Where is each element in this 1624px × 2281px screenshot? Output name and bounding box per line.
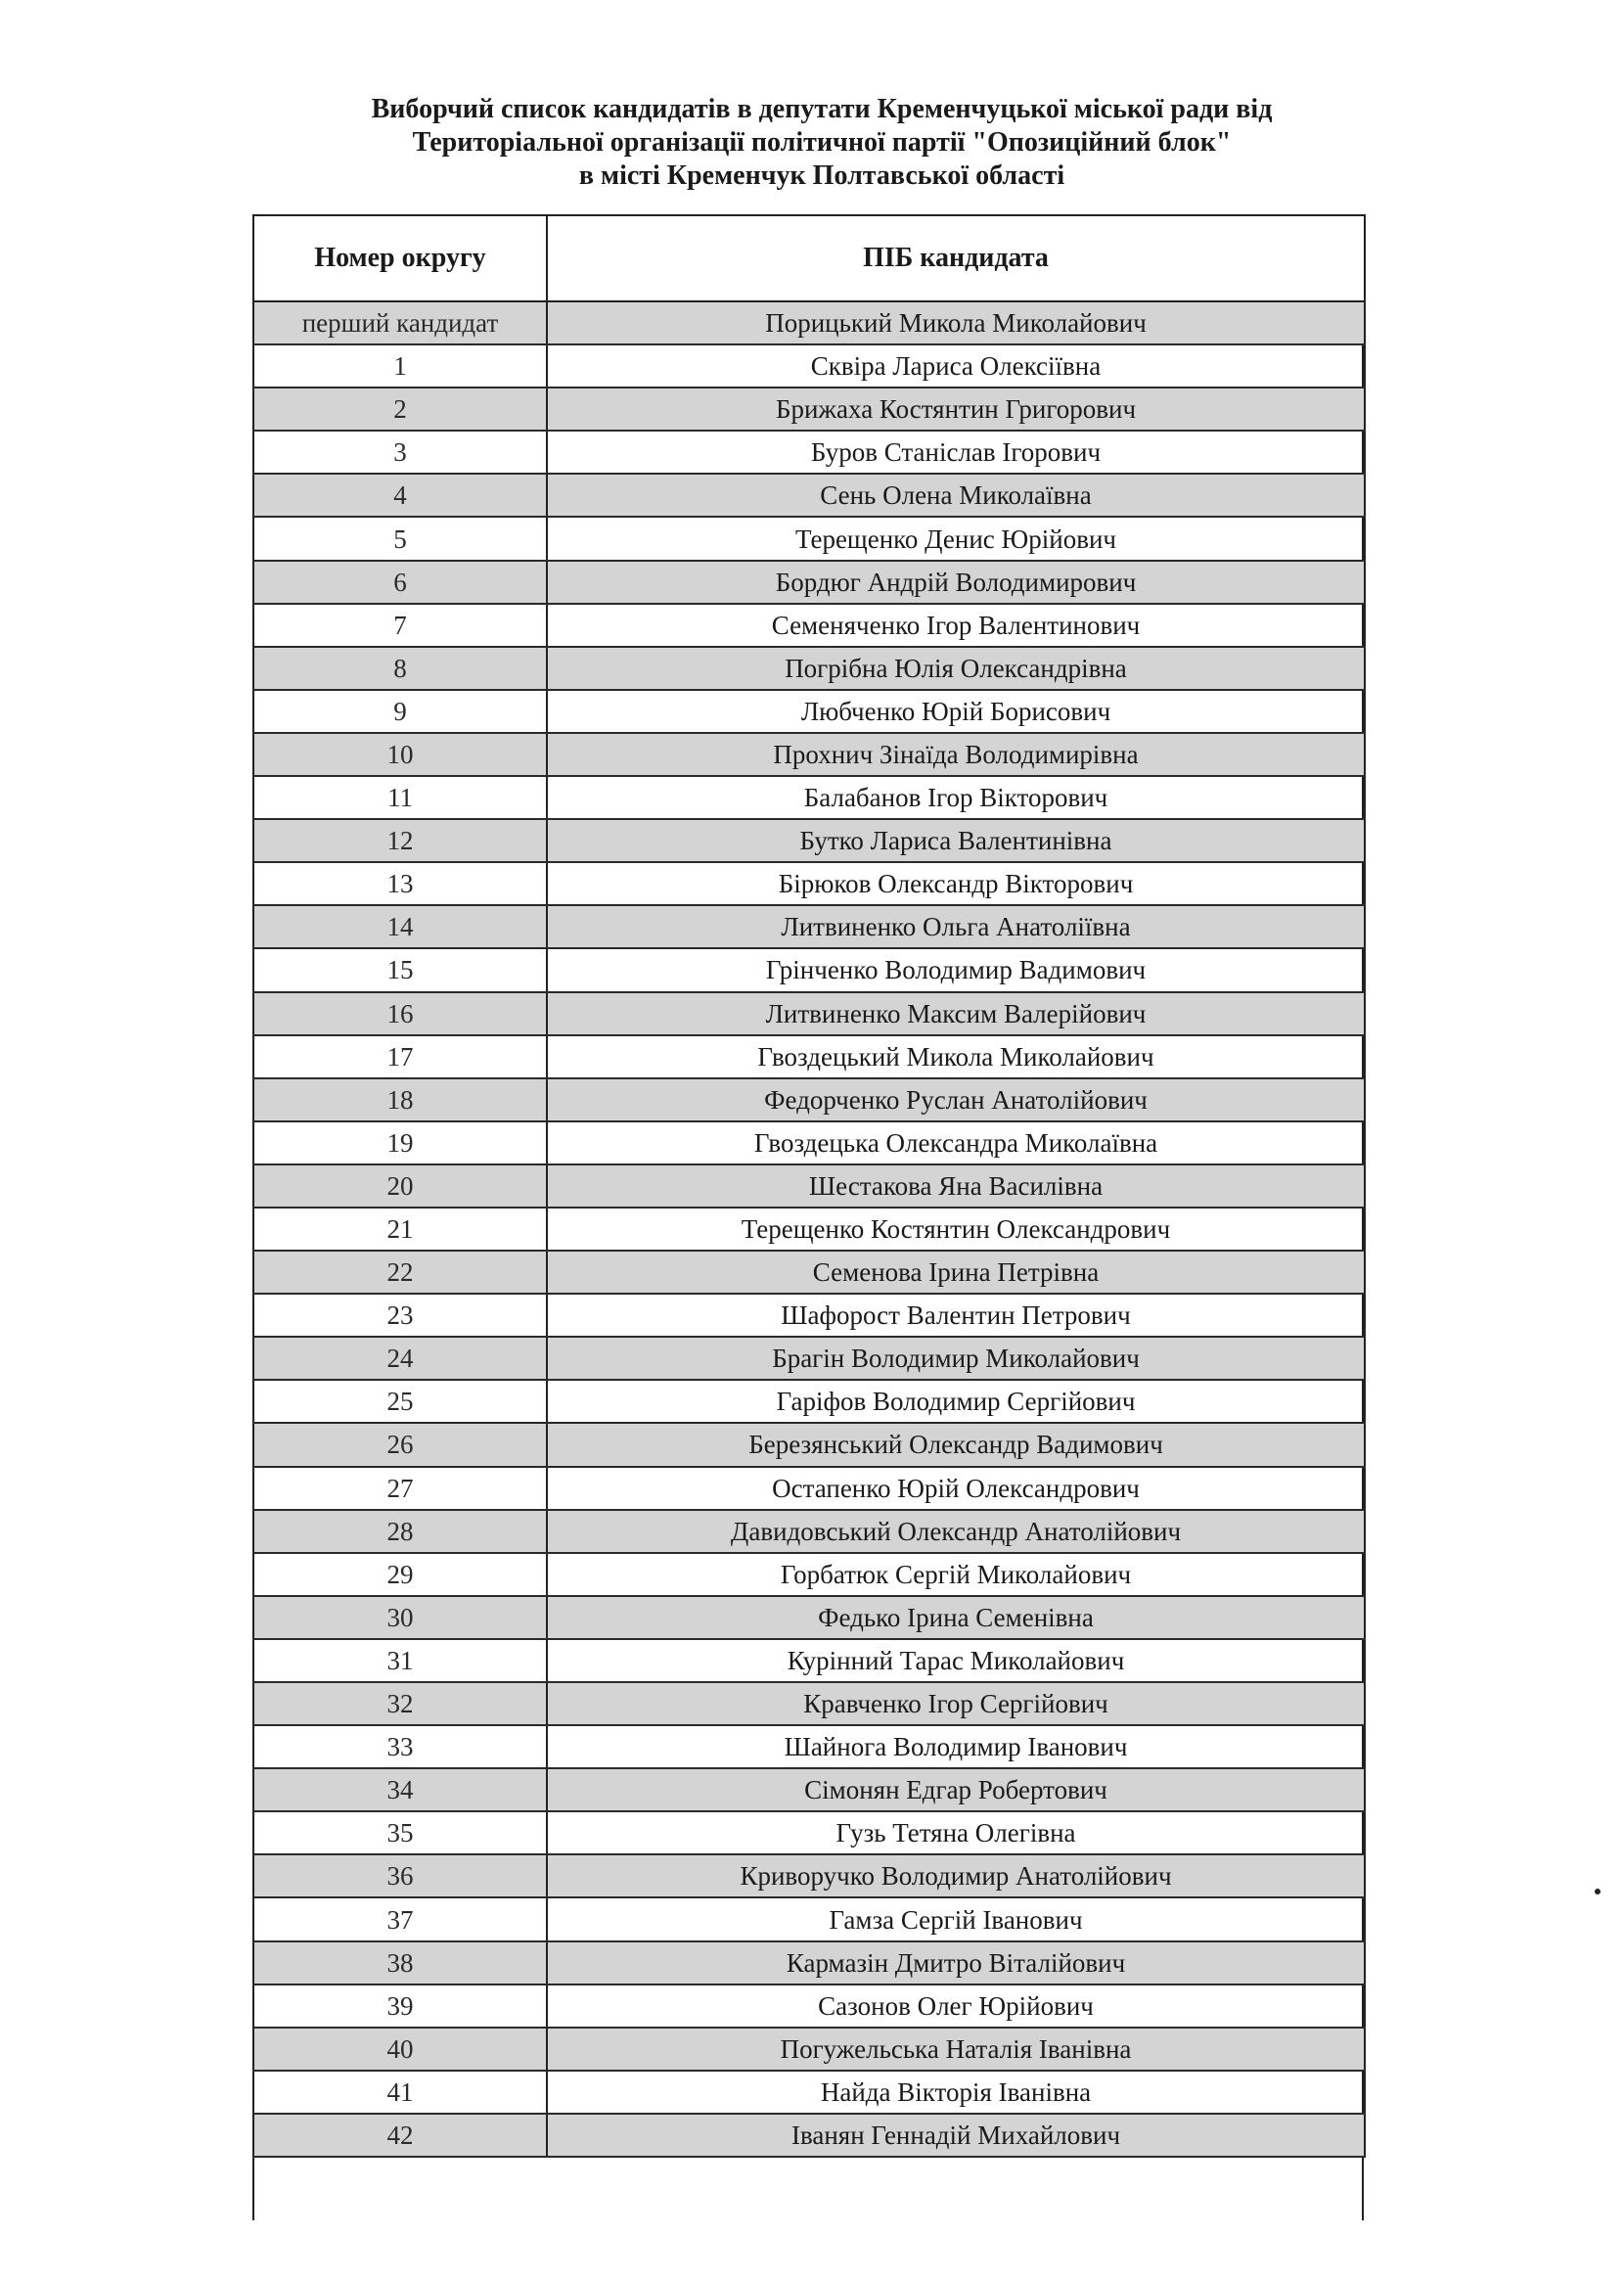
candidate-name-cell: Остапенко Юрій Олександрович [547, 1467, 1365, 1510]
candidate-name-cell: Любченко Юрій Борисович [547, 690, 1365, 733]
scan-speck [1595, 1889, 1601, 1894]
candidate-name-cell: Горбатюк Сергій Миколайович [547, 1553, 1365, 1596]
candidate-name-cell: Погужельська Наталія Іванівна [547, 2028, 1365, 2071]
table-row [253, 1510, 1365, 1553]
candidate-name-cell: Брижаха Костянтин Григорович [547, 388, 1365, 431]
district-cell: 20 [253, 1164, 547, 1208]
candidate-name-cell: Бутко Лариса Валентинівна [547, 819, 1365, 862]
table-row [253, 1811, 1365, 1854]
table-row [253, 1380, 1365, 1423]
candidate-name-cell: Сквіра Лариса Олексіївна [547, 344, 1365, 388]
candidate-name-cell: Іванян Геннадій Михайлович [547, 2114, 1365, 2157]
table-row [253, 1164, 1365, 1208]
table-row [253, 2028, 1365, 2071]
district-cell: 28 [253, 1510, 547, 1553]
district-cell: 27 [253, 1467, 547, 1510]
candidate-name-cell: Сень Олена Миколаївна [547, 474, 1365, 517]
table-row [253, 1682, 1365, 1725]
candidate-name-cell: Давидовський Олександр Анатолійович [547, 1510, 1365, 1553]
candidate-name-cell: Прохнич Зінаїда Володимирівна [547, 733, 1365, 776]
district-cell: 13 [253, 862, 547, 905]
title-line-1: Виборчий список кандидатів в депутати Кременчуцької міської ради від [371, 94, 1273, 124]
header-district: Номер округу [253, 215, 547, 301]
table-row [253, 1078, 1365, 1121]
district-cell: перший кандидат [253, 301, 547, 344]
table-row [253, 517, 1365, 560]
table-row [253, 819, 1365, 862]
candidate-name-cell: Грінченко Володимир Вадимович [547, 948, 1365, 991]
table-row [253, 1121, 1365, 1164]
title-line-3: в місті Кременчук Полтавської області [578, 160, 1065, 191]
district-cell: 7 [253, 604, 547, 647]
candidate-name-cell: Шайнога Володимир Іванович [547, 1725, 1365, 1768]
district-cell: 15 [253, 948, 547, 991]
candidate-name-cell: Курінний Тарас Миколайович [547, 1639, 1365, 1682]
table-row [253, 948, 1365, 991]
candidate-name-cell: Сазонов Олег Юрійович [547, 1984, 1365, 2028]
table-row [253, 344, 1365, 388]
district-cell: 16 [253, 992, 547, 1035]
table-row [253, 2114, 1365, 2157]
table-row [253, 992, 1365, 1035]
table-row [253, 1337, 1365, 1380]
district-cell: 11 [253, 776, 547, 819]
table-row [253, 1251, 1365, 1294]
candidate-name-cell: Шафорост Валентин Петрович [547, 1294, 1365, 1337]
candidate-name-cell: Криворучко Володимир Анатолійович [547, 1854, 1365, 1897]
table-row [253, 1467, 1365, 1510]
table-row [253, 776, 1365, 819]
document-title [245, 93, 1399, 193]
table-row [253, 1553, 1365, 1596]
candidate-name-cell: Гаріфов Володимир Сергійович [547, 1380, 1365, 1423]
district-cell: 3 [253, 431, 547, 474]
district-cell: 38 [253, 1941, 547, 1984]
candidate-name-cell: Литвиненко Ольга Анатоліївна [547, 905, 1365, 948]
district-cell: 1 [253, 344, 547, 388]
district-cell: 35 [253, 1811, 547, 1854]
table-row [253, 1294, 1365, 1337]
candidate-name-cell: Терещенко Денис Юрійович [547, 517, 1365, 560]
table-row [253, 1423, 1365, 1466]
candidate-name-cell: Балабанов Ігор Вікторович [547, 776, 1365, 819]
district-cell: 42 [253, 2114, 547, 2157]
candidate-name-cell: Литвиненко Максим Валерійович [547, 992, 1365, 1035]
table-row [253, 1035, 1365, 1078]
district-cell: 32 [253, 1682, 547, 1725]
table-row [253, 1897, 1365, 1940]
candidate-name-cell: Кравченко Ігор Сергійович [547, 1682, 1365, 1725]
table-row [253, 604, 1365, 647]
candidate-name-cell: Брагін Володимир Миколайович [547, 1337, 1365, 1380]
candidate-name-cell: Погрібна Юлія Олександрівна [547, 647, 1365, 690]
district-cell: 10 [253, 733, 547, 776]
district-cell: 19 [253, 1121, 547, 1164]
district-cell: 41 [253, 2071, 547, 2114]
table-row [253, 1639, 1365, 1682]
table-row [253, 862, 1365, 905]
district-cell: 25 [253, 1380, 547, 1423]
district-cell: 17 [253, 1035, 547, 1078]
district-cell: 5 [253, 517, 547, 560]
candidate-name-cell: Федорченко Руслан Анатолійович [547, 1078, 1365, 1121]
district-cell: 29 [253, 1553, 547, 1596]
district-cell: 9 [253, 690, 547, 733]
table-row [253, 388, 1365, 431]
district-cell: 36 [253, 1854, 547, 1897]
district-cell: 22 [253, 1251, 547, 1294]
table-row [253, 905, 1365, 948]
candidate-name-cell: Бордюг Андрій Володимирович [547, 561, 1365, 604]
candidate-name-cell: Буров Станіслав Ігорович [547, 431, 1365, 474]
district-cell: 8 [253, 647, 547, 690]
candidate-name-cell: Гузь Тетяна Олегівна [547, 1811, 1365, 1854]
candidate-name-cell: Федько Ірина Семенівна [547, 1596, 1365, 1639]
table-row [253, 1941, 1365, 1984]
candidate-name-cell: Бірюков Олександр Вікторович [547, 862, 1365, 905]
candidate-name-cell: Терещенко Костянтин Олександрович [547, 1208, 1365, 1251]
district-cell: 14 [253, 905, 547, 948]
table-row [253, 1596, 1365, 1639]
candidate-name-cell: Березянський Олександр Вадимович [547, 1423, 1365, 1466]
district-cell: 34 [253, 1768, 547, 1811]
district-cell: 39 [253, 1984, 547, 2028]
district-cell: 18 [253, 1078, 547, 1121]
candidate-name-cell: Шестакова Яна Василівна [547, 1164, 1365, 1208]
candidates-table [252, 214, 1366, 2158]
district-cell: 40 [253, 2028, 547, 2071]
district-cell: 12 [253, 819, 547, 862]
table-row [253, 1854, 1365, 1897]
table-row [253, 1984, 1365, 2028]
candidate-name-cell: Найда Вікторія Іванівна [547, 2071, 1365, 2114]
candidate-name-cell: Семеняченко Ігор Валентинович [547, 604, 1365, 647]
district-cell: 37 [253, 1897, 547, 1940]
table-body [253, 301, 1365, 2157]
table-row [253, 474, 1365, 517]
district-cell: 2 [253, 388, 547, 431]
table-row [253, 301, 1365, 344]
table-row [253, 561, 1365, 604]
table-row [253, 1768, 1365, 1811]
table-row [253, 1725, 1365, 1768]
table-row [253, 2071, 1365, 2114]
title-line-2: Територіальної організації політичної партії "Опозиційний блок" [412, 127, 1232, 158]
candidate-name-cell: Кармазін Дмитро Віталійович [547, 1941, 1365, 1984]
table-header-row [253, 215, 1365, 301]
candidate-name-cell: Сімонян Едгар Робертович [547, 1768, 1365, 1811]
district-cell: 24 [253, 1337, 547, 1380]
candidate-name-cell: Гамза Сергій Іванович [547, 1897, 1365, 1940]
district-cell: 23 [253, 1294, 547, 1337]
district-cell: 21 [253, 1208, 547, 1251]
district-cell: 4 [253, 474, 547, 517]
header-candidate-name: ПІБ кандидата [547, 215, 1365, 301]
district-cell: 6 [253, 561, 547, 604]
table-row [253, 733, 1365, 776]
table-row [253, 690, 1365, 733]
candidate-name-cell: Гвоздецький Микола Миколайович [547, 1035, 1365, 1078]
district-cell: 33 [253, 1725, 547, 1768]
candidate-name-cell: Семенова Ірина Петрівна [547, 1251, 1365, 1294]
candidate-name-cell: Порицький Микола Миколайович [547, 301, 1365, 344]
district-cell: 31 [253, 1639, 547, 1682]
candidate-name-cell: Гвоздецька Олександра Миколаївна [547, 1121, 1365, 1164]
district-cell: 26 [253, 1423, 547, 1466]
table-row [253, 647, 1365, 690]
table-row [253, 1208, 1365, 1251]
table-row [253, 431, 1365, 474]
district-cell: 30 [253, 1596, 547, 1639]
